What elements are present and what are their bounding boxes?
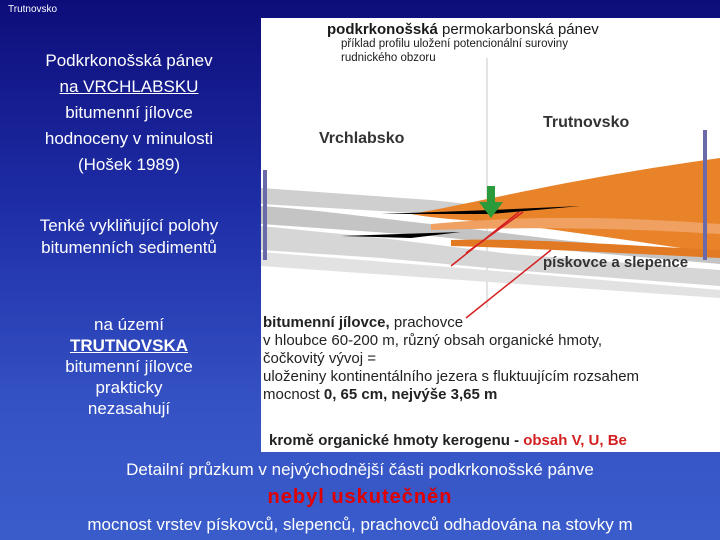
left-line: (Hošek 1989) xyxy=(77,155,181,174)
desc-bold: bitumenní jílovce, xyxy=(263,314,390,331)
diagram-footer xyxy=(269,432,627,449)
corner-label: Trutnovsko xyxy=(8,4,58,15)
geology-diagram-panel xyxy=(261,18,720,452)
orange-sandstone-layer xyxy=(411,158,720,254)
label-trutnovsko: Trutnovsko xyxy=(543,114,630,131)
bottom-line-3: mocnost vrstev pískovců, slepenců, prachovců odhadována na stovky m xyxy=(87,515,633,534)
desc-line: v hloubce 60-200 m, různý obsah organické hmoty, xyxy=(263,332,603,349)
desc-line xyxy=(263,386,639,404)
bottom-line-2: nebyl uskutečněn xyxy=(267,486,453,508)
desc-line xyxy=(263,314,639,332)
green-arrow-shaft xyxy=(487,186,495,202)
bottom-line-1: Detailní průzkum v nejvýchodnější části podkrkonošské pánve xyxy=(126,460,594,479)
left-line: bitumenní jílovce xyxy=(65,103,193,122)
left-line: Podkrkonošská pánev xyxy=(45,51,213,70)
left-line: bitumenních sedimentů xyxy=(41,238,217,257)
footer-red-text: obsah V, U, Be xyxy=(523,432,627,449)
desc-line: uloženiny kontinentálního jezera s fluktuujícím rozsahem xyxy=(263,368,640,385)
left-line: hodnoceny v minulosti xyxy=(44,129,214,148)
left-text-trutnovsko xyxy=(0,314,258,419)
diagram-description xyxy=(263,314,639,404)
right-side-bar xyxy=(703,130,707,260)
left-line: nezasahují xyxy=(87,399,171,418)
left-line-underlined: TRUTNOVSKA xyxy=(69,336,189,355)
desc-line: čočkovitý vývoj = xyxy=(263,350,376,367)
diagram-title-rest: permokarbonská pánev xyxy=(442,21,599,38)
diagram-title xyxy=(327,21,599,38)
diagram-title-bold: podkrkonošská xyxy=(327,21,438,38)
left-line: Tenké vykliňující polohy xyxy=(39,216,219,235)
label-piskovce: pískovce a slepence xyxy=(543,254,689,271)
desc-rest: prachovce xyxy=(389,314,464,331)
footer-text: kromě organické hmoty kerogenu - xyxy=(269,432,524,449)
left-text-vrchlabsko xyxy=(0,48,258,178)
left-line-underlined: na VRCHLABSKU xyxy=(59,77,199,96)
left-line: bitumenní jílovce xyxy=(65,357,193,376)
left-line: na území xyxy=(94,315,164,334)
diagram-subtitle: příklad profilu uložení potencionální suroviny xyxy=(341,38,568,50)
left-line: prakticky xyxy=(95,378,163,397)
diagram-subtitle: rudnického obzoru xyxy=(341,52,436,64)
desc-bold: 0, 65 cm, nejvýše 3,65 m xyxy=(323,386,498,403)
left-side-bar xyxy=(263,170,267,260)
label-vrchlabsko: Vrchlabsko xyxy=(319,130,405,147)
desc-pre: mocnost xyxy=(263,386,324,403)
left-text-polohy xyxy=(0,215,258,259)
